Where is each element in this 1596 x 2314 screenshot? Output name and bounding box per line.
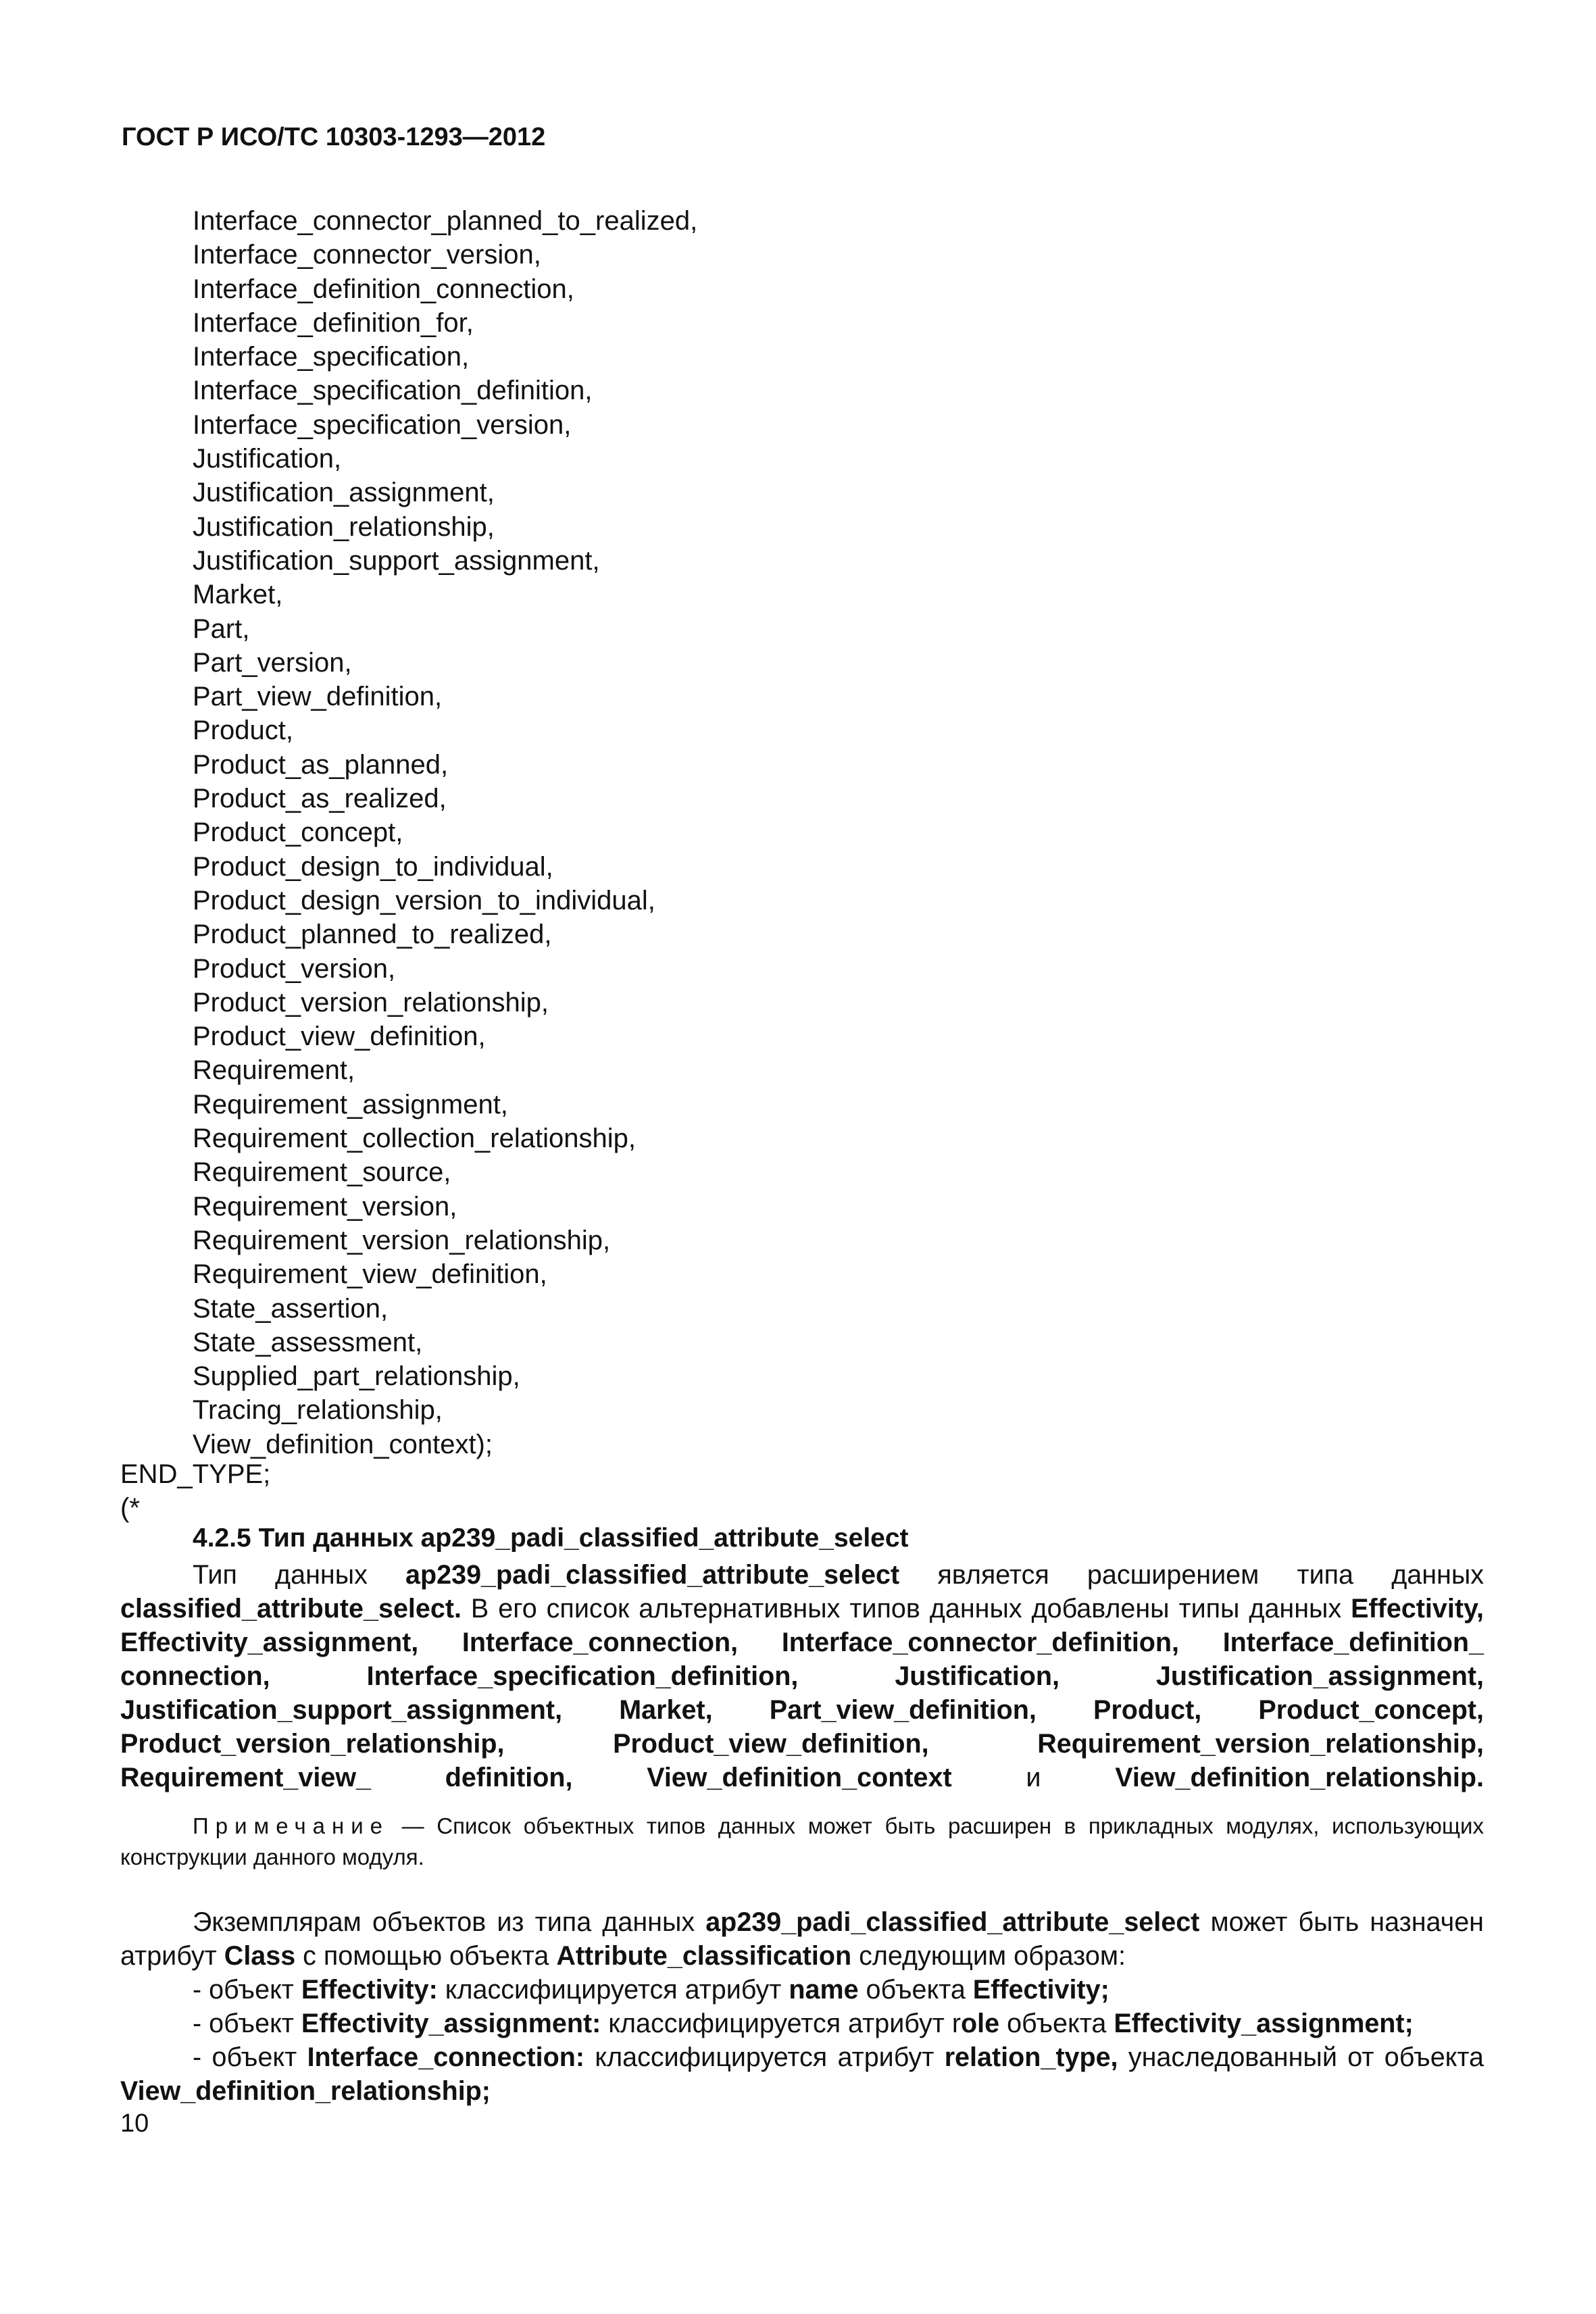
list-item: Interface_specification_definition, (193, 376, 593, 406)
text-run: объекта (999, 2009, 1114, 2038)
bold-run: View_definition_relationship. (1115, 1763, 1484, 1792)
list-item: Product_as_realized, (193, 784, 447, 814)
list-item: Product_concept, (193, 818, 403, 848)
text-run: унаследованный от объекта (1118, 2042, 1485, 2072)
bold-run: Effectivity; (972, 1975, 1109, 2005)
text-run: может быть назначен атрибут (120, 1907, 1484, 1971)
list-item: Product_planned_to_realized, (193, 920, 552, 950)
bold-run: Interface_connection: (307, 2042, 585, 2072)
note-text: — Список объектных типов данных может быть расширен в прикладных модулях, использующих конструкции данного модуля. (120, 1813, 1484, 1869)
text-run: классифицируется атрибут (437, 1975, 789, 2005)
text-run: объекта (858, 1975, 973, 2005)
section-title: 4.2.5 Тип данных ap239_padi_classified_attribute_select (193, 1524, 909, 1553)
text-run: - объект (193, 2009, 301, 2038)
comment-open-line: (* (120, 1493, 140, 1523)
text-run: классифицируется атрибут r (601, 2009, 962, 2038)
bold-run: ap239_padi_classified_attribute_select (705, 1907, 1200, 1937)
bold-run: ole (961, 2009, 1000, 2038)
list-item: State_assertion, (193, 1293, 389, 1324)
list-item: State_assessment, (193, 1327, 423, 1357)
list-item: Part, (193, 613, 250, 644)
list-item: Justification, (193, 444, 342, 474)
list-item: Requirement_source, (193, 1157, 451, 1188)
end-type-line: END_TYPE; (120, 1459, 271, 1489)
text-run: классифицируется атрибут (584, 2042, 945, 2072)
list-item: Justification_assignment, (193, 478, 495, 508)
bold-run: Effectivity_assignment; (1114, 2009, 1414, 2038)
note-label: Примечание (193, 1813, 390, 1838)
bold-run: Class (224, 1941, 296, 1971)
bold-run: ap239_padi_classified_attribute_select (405, 1560, 900, 1590)
bold-run: Attribute_classification (556, 1941, 852, 1971)
list-item: Requirement_collection_relationship, (193, 1124, 636, 1154)
section-paragraph-1 (120, 1558, 1484, 1794)
bullet-interface-connection (120, 2040, 1484, 2108)
list-item: Product_view_definition, (193, 1022, 486, 1052)
list-item: Market, (193, 580, 283, 610)
list-item: Product_as_planned, (193, 749, 449, 780)
list-item: Product_design_to_individual, (193, 851, 553, 882)
bold-run: Effectivity, Effectivity_assignment, Interface_connection, Interface_connector_definition, Interface_definition_ connection, Interface_specification_definition, Justification, Justification_assignment, Justification_support_assignment, Market, Part_view_definition, Product, Product_concept, Product_version_relationship, Product_view_definition, Requirement_version_relationship, Requirement_view_ definition, View_definition_context (120, 1594, 1484, 1792)
text-run: является расширением типа данных (899, 1560, 1484, 1590)
list-item: Requirement_assignment, (193, 1089, 508, 1120)
bold-run: name (789, 1975, 859, 2005)
text-run: - объект (193, 1975, 301, 2005)
list-item: Requirement_view_definition, (193, 1259, 547, 1290)
text-run: - объект (193, 2042, 307, 2072)
bold-run: Effectivity_assignment: (301, 2009, 601, 2038)
list-item: Part_version, (193, 647, 352, 678)
bullet-effectivity (120, 1973, 1484, 2007)
list-item: Justification_relationship, (193, 511, 495, 542)
list-item: Interface_specification_version, (193, 409, 572, 440)
list-item: Product_design_version_to_individual, (193, 885, 655, 915)
list-item: Product_version_relationship, (193, 987, 549, 1017)
list-item: Requirement_version_relationship, (193, 1225, 611, 1255)
text-run: Тип данных (193, 1560, 406, 1590)
bold-run: View_definition_relationship; (120, 2076, 491, 2106)
note-paragraph (120, 1811, 1484, 1873)
text-run: и (951, 1763, 1116, 1792)
list-item: Justification_support_assignment, (193, 545, 600, 576)
list-item: Requirement, (193, 1055, 355, 1086)
list-item: Interface_connector_planned_to_realized, (193, 206, 698, 236)
page-number: 10 (120, 2109, 149, 2138)
text-run: В его список альтернативных типов данных добавлены типы данных (461, 1594, 1351, 1624)
list-item: Tracing_relationship, (193, 1395, 443, 1426)
bullet-effectivity-assignment (120, 2007, 1484, 2040)
bold-run: classified_attribute_select. (120, 1594, 462, 1624)
bold-run: relation_type, (944, 2042, 1118, 2072)
list-item: Supplied_part_relationship, (193, 1361, 520, 1392)
text-run: следующим образом: (851, 1941, 1126, 1971)
text-run: с помощью объекта (295, 1941, 557, 1971)
document-header: ГОСТ Р ИСО/ТС 10303-1293—2012 (122, 123, 546, 151)
list-item: Interface_specification, (193, 342, 470, 372)
list-item: Interface_definition_connection, (193, 274, 574, 304)
bold-run: Effectivity: (301, 1975, 438, 2005)
list-item: Interface_connector_version, (193, 240, 541, 270)
list-item: Part_view_definition, (193, 682, 443, 712)
list-item: Product, (193, 715, 293, 746)
select-type-list (193, 204, 697, 1461)
list-item: Product_version, (193, 953, 396, 984)
list-item: Interface_definition_for, (193, 307, 474, 338)
section-paragraph-2 (120, 1905, 1484, 1973)
text-run: Экземплярам объектов из типа данных (193, 1907, 706, 1937)
list-item: View_definition_context); (193, 1429, 493, 1459)
list-item: Requirement_version, (193, 1191, 457, 1222)
